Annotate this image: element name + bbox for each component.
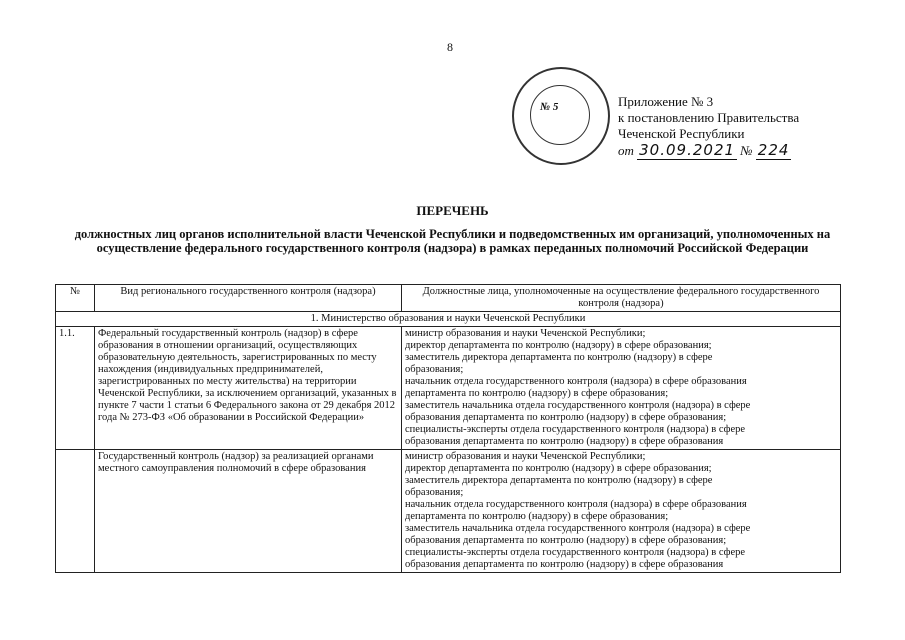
row-control-type: Федеральный государственный контроль (надзор) в сфере образования в отношении организаций, осуществляющих образовательную деятельность, зарегистрированных по месту нахождения (индивидуальных предпринимателей, зарегистрированных по месту жительства) на территории Чеченской Республики, за исключением организаций, указанных в пункте 7 части 1 статьи 6 Федерального закона от 29 декабря 2012 года № 273-ФЗ «Об образовании в Российской Федерации» [95,327,402,450]
official-line: образования; [405,364,464,375]
header-number: № [56,285,95,312]
header-control-type: Вид регионального государственного контроля (надзора) [95,285,402,312]
approval-date: 30.09.2021 [639,141,736,159]
approval-line-2: к постановлению Правительства [618,110,800,125]
approval-line-1: Приложение № 3 [618,94,714,109]
official-line: образования; [405,487,464,498]
table-header-row [56,285,841,312]
stamp-text: № 5 [540,101,559,113]
official-line: директор департамента по контролю (надзору) в сфере образования; [405,463,712,474]
row-control-type: Государственный контроль (надзор) за реализацией органами местного самоуправления полномочий в сфере образования [95,450,402,573]
header-officials: Должностные лица, уполномоченные на осуществление федерального государственного контроля (надзора) [402,285,841,312]
official-line: образования департамента по контролю (надзору) в сфере образования [405,559,724,570]
official-line: начальник отдела государственного контроля (надзора) в сфере образования [405,499,747,510]
date-prefix: от [618,143,634,158]
official-stamp [512,67,610,165]
number-prefix: № [740,143,753,158]
official-line: специалисты-эксперты отдела государственного контроля (надзора) в сфере [405,547,746,558]
official-line: заместитель начальника отдела государственного контроля (надзора) в сфере [405,523,751,534]
official-line: директор департамента по контролю (надзору) в сфере образования; [405,340,712,351]
official-line: министр образования и науки Чеченской Республики; [405,328,646,339]
approval-line-3: Чеченской Республики [618,126,745,141]
official-line: заместитель директора департамента по контролю (надзору) в сфере [405,475,713,486]
official-line: департамента по контролю (надзору) в сфере образования; [405,511,669,522]
approval-block [618,94,799,159]
official-line: образования департамента по контролю (надзору) в сфере образования; [405,535,727,546]
approval-number: 224 [757,141,790,159]
official-line: министр образования и науки Чеченской Республики; [405,451,646,462]
section-title: 1. Министерство образования и науки Чеченской Республики [56,312,841,327]
page-number: 8 [447,40,453,54]
document-title: ПЕРЕЧЕНЬ [416,203,489,218]
official-line: начальник отдела государственного контроля (надзора) в сфере образования [405,376,747,387]
official-line: образования департамента по контролю (надзору) в сфере образования [405,436,724,447]
officials-table [55,284,841,573]
table-row [56,450,841,573]
approval-date-line [618,142,799,159]
official-line: образования департамента по контролю (надзору) в сфере образования; [405,412,727,423]
official-line: заместитель начальника отдела государственного контроля (надзора) в сфере [405,400,751,411]
official-line: специалисты-эксперты отдела государственного контроля (надзора) в сфере [405,424,746,435]
official-line: департамента по контролю (надзору) в сфере образования; [405,388,669,399]
official-line: заместитель директора департамента по контролю (надзору) в сфере [405,352,713,363]
row-number: 1.1. [56,327,95,450]
table-row [56,327,841,450]
row-number [56,450,95,573]
row-officials [402,327,841,450]
stamp-inner-ring [530,85,590,145]
row-officials [402,450,841,573]
document-subtitle: должностных лиц органов исполнительной власти Чеченской Республики и подведомственных им организаций, уполномоченных на осуществление федерального государственного контроля (надзора) в рамках переданных полномочий Российской Федерации [74,227,831,255]
section-row [56,312,841,327]
